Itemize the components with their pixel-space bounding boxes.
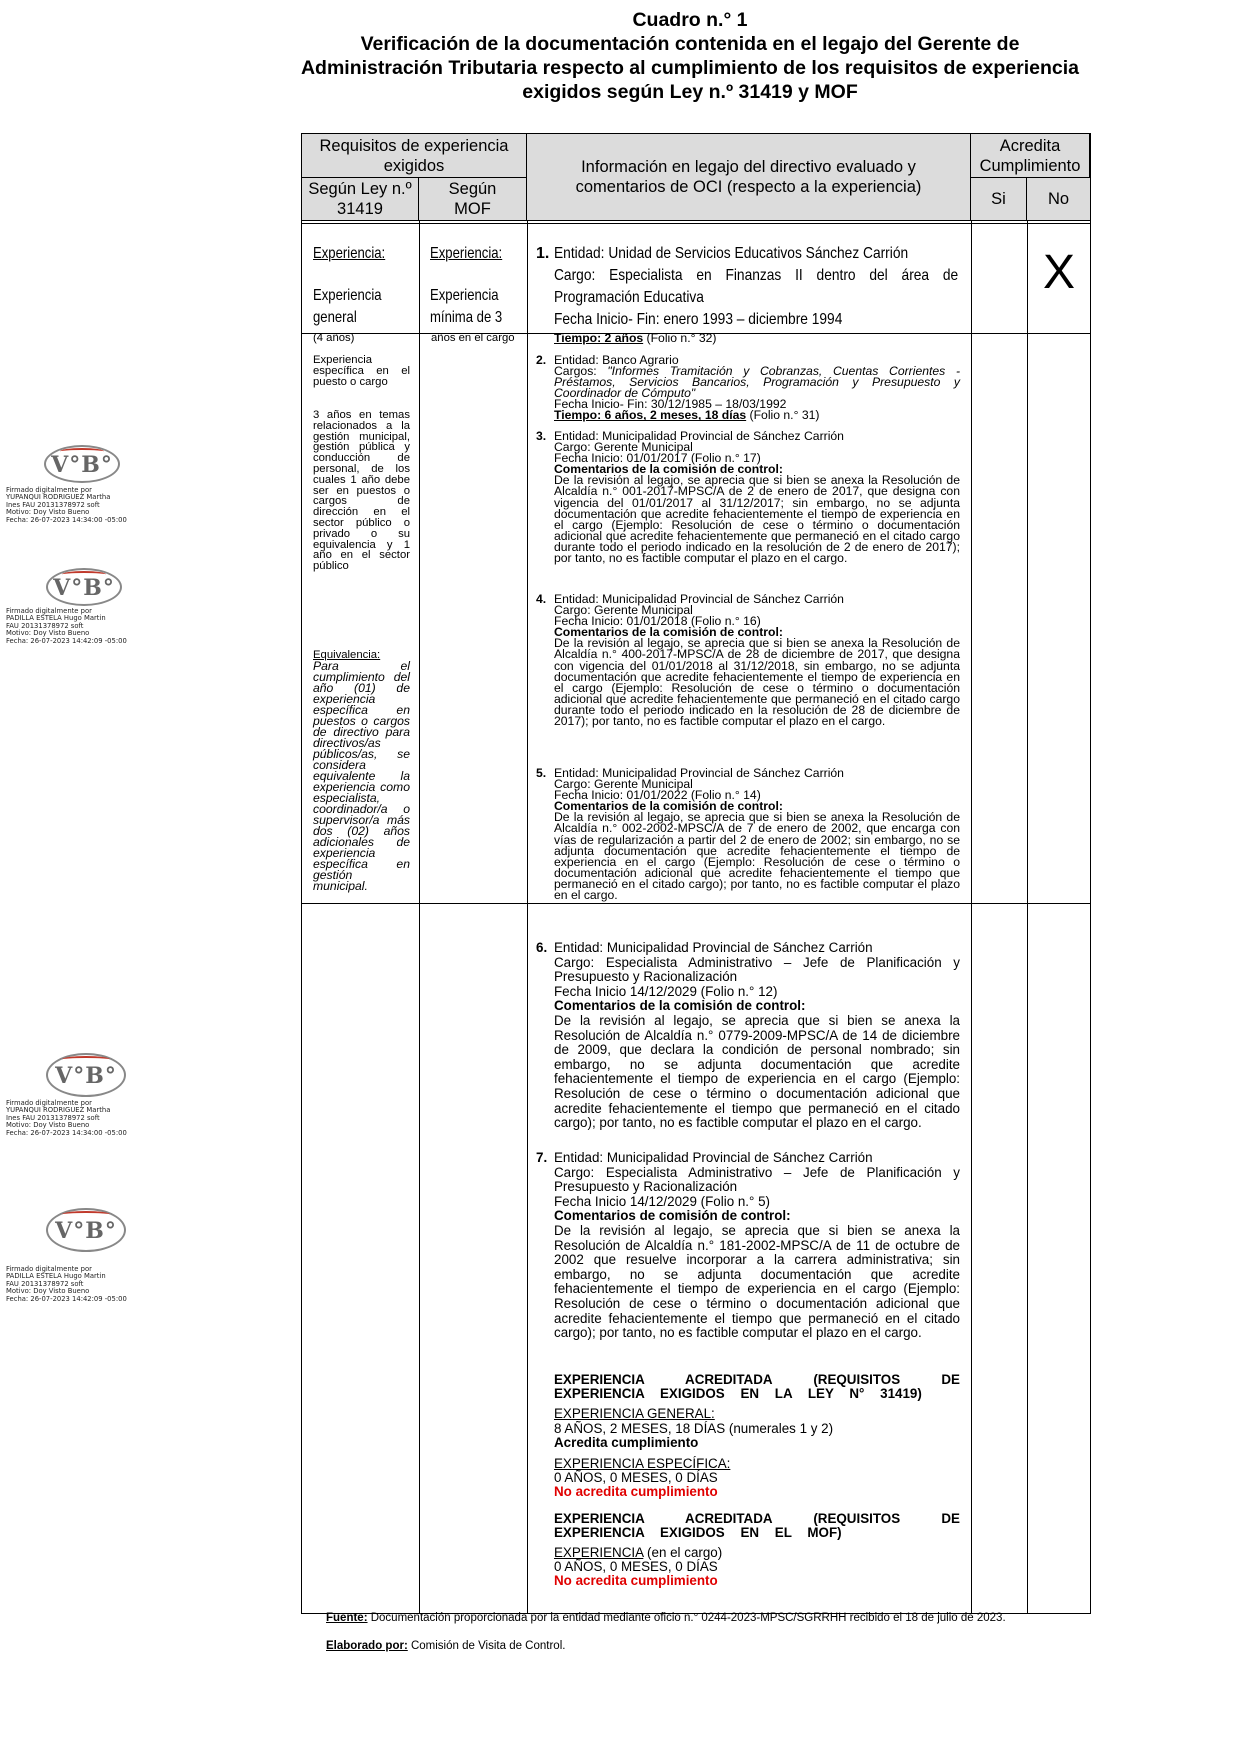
header-ley: Según Ley n.º 31419 bbox=[302, 178, 419, 221]
title-line-3: Administración Tributaria respecto al cumplimiento de los requisitos de experiencia bbox=[300, 57, 1080, 79]
list-item: 6. Entidad: Municipalidad Provincial de Sánchez Carrión Cargo: Especialista Administrativo – Jefe de Planificación y Presupuesto y Racionalización Fecha Inicio 14/12/2029 (Folio n.° 12) Comentarios de la comisión de control: De la revisión al legajo, se aprecia que si bien se anexa la Resolución de Alcaldía n.° 0779-2009-MPSC/A de 14 de diciembre de 2009, que declara la condición de personal nombrado; sin embargo, no se adjunta documentación que acredite fehacientemente el tiempo de experiencia en el cargo (Ejemplo: Resolución de cese o término o documentación adicional que acredite fehacientemente el tiempo que permaneció en el citado cargo); por tanto, no es factible computar el plazo en el cargo. bbox=[536, 940, 960, 1131]
signature-text: Firmado digitalmente por PADILLA ESTELA Hugo Martin FAU 20131378972 soft Motivo: Doy Visto Bueno Fecha: 26-07-2023 14:42:09 -05:00 bbox=[6, 1265, 127, 1303]
list-item: 5. Entidad: Municipalidad Provincial de Sánchez Carrión Cargo: Gerente Municipal Fecha Inicio: 01/01/2022 (Folio n.° 14) Comentarios de la comisión de control: De la revisión al legajo, se aprecia que si bien se anexa la Resolución de Alcaldía n.° 002-2002-MPSC/A de 7 de enero de 2002, que encarga con vías de regularización a partir del 2 de enero de 2002; sin embargo, no se adjunta documentación que acredite fehacientemente el tiempo de experiencia en el cargo (Ejemplo: Resolución de cese o término o documentación adicional que acredite fehacientemente el tiempo que permaneció en el citado cargo); por tanto, no es factible computar el plazo en el cargo. bbox=[536, 766, 960, 903]
summary-ley-title: EXPERIENCIA ACREDITADA (REQUISITOS DE EXPERIENCIA EXIGIDOS EN LA LEY N° 31419) bbox=[554, 1372, 960, 1402]
item-entidad: Entidad: Unidad de Servicios Educativos Sánchez Carrión bbox=[554, 245, 909, 262]
visto-bueno-seal-icon: V°B° bbox=[44, 445, 120, 483]
footer-fuente: Fuente: Documentación proporcionada por la entidad mediante oficio n.° 0244-2023-MPSC/SGRRHH recibido el 18 de julio de 2023. bbox=[326, 1612, 1006, 1624]
list-item: 7. Entidad: Municipalidad Provincial de Sánchez Carrión Cargo: Especialista Administrativo – Jefe de Planificación y Presupuesto y Racionalización Fecha Inicio 14/12/2029 (Folio n.° 5) Comentarios de comisión de control: De la revisión al legajo, se aprecia que si bien se anexa la Resolución de Alcaldía n.° 181-2002-MPSC/A de 11 de octubre de 2002 que resuelve incorporar a la carrera administrativa; sin embargo, no se adjunta documentación que acredite fehacientemente el tiempo de experiencia en el cargo (Ejemplo: Resolución de cese o término o documentación adicional que acredite fehacientemente el tiempo que permaneció en el citado cargo); por tanto, no es factible computar el plazo en el cargo. bbox=[536, 1150, 960, 1341]
row-separator bbox=[301, 903, 1091, 904]
header-informacion: Información en legajo del directivo evaluado y comentarios de OCI (respecto a la experiencia) bbox=[527, 134, 971, 221]
header-requisitos: Requisitos de experiencia exigidos bbox=[302, 134, 527, 178]
item-cargo: Cargo: Especialista en Finanzas II dentro del área de Programación Educativa bbox=[554, 267, 959, 306]
header-si: Si bbox=[971, 178, 1027, 221]
general-value: 8 AÑOS, 2 MESES, 18 DÍAS (numerales 1 y 2) bbox=[554, 1420, 834, 1436]
mof-result: No acredita cumplimiento bbox=[554, 1573, 718, 1589]
ley-equiv-label: Equivalencia: bbox=[313, 649, 381, 661]
list-item: 4. Entidad: Municipalidad Provincial de Sánchez Carrión Cargo: Gerente Municipal Fecha Inicio: 01/01/2018 (Folio n.° 16) Comentarios de la comisión de control: De la revisión al legajo, se aprecia que si bien se anexa la Resolución de Alcaldía n.° 400-2017-MPSC/A de 28 de diciembre de 2017, que designa con vigencia del 01/01/2018 al 31/12/2018, sin embargo, no se adjunta documentación que acredite fehacientemente el tiempo de experiencia en el cargo (Ejemplo: Resolución de cese o término o documentación adicional que acredite fehacientemente que permaneció en el citado cargo durante todo el periodo indicado en la resolución de 28 de diciembre de 2017); por tanto, no es factible computar el plazo en el cargo. bbox=[536, 592, 960, 729]
general-result: Acredita cumplimiento bbox=[554, 1434, 699, 1450]
header-no: No bbox=[1027, 178, 1090, 221]
mof-line2: años en el cargo bbox=[431, 332, 515, 344]
mof-line1: Experiencia mínima de 3 bbox=[430, 287, 503, 326]
summary-mof-title: EXPERIENCIA ACREDITADA (REQUISITOS DE EXPERIENCIA EXIGIDOS EN EL MOF) bbox=[554, 1510, 960, 1540]
visto-bueno-seal-icon: V°B° bbox=[46, 1053, 126, 1097]
column-separator bbox=[971, 221, 972, 1614]
visto-bueno-seal-icon: V°B° bbox=[46, 568, 122, 606]
mof-value: 0 AÑOS, 0 MESES, 0 DÍAS bbox=[554, 1559, 718, 1575]
list-item bbox=[536, 243, 960, 331]
summary bbox=[554, 1373, 960, 1589]
column-separator bbox=[1027, 221, 1028, 1614]
ley-equiv-text: Para el cumplimiento del año (01) de experiencia específica en puestos o cargos de directivo para directivos/as públicos/as, se considera equivalente la experiencia como especialista, coordinador/a o supervisor/a más dos (02) años adicionales de experiencia específica en gestión municipal. bbox=[313, 659, 410, 893]
footer-elaborado: Elaborado por: Comisión de Visita de Control. bbox=[326, 1640, 566, 1652]
ley-exp-label: Experiencia: bbox=[313, 245, 386, 262]
title-line-2: Verificación de la documentación contenida en el legajo del Gerente de bbox=[360, 33, 1020, 55]
signature-text: Firmado digitalmente por YUPANQUI RODRIGUEZ Martha Ines FAU 20131378972 soft Motivo: Doy Visto Bueno Fecha: 26-07-2023 14:34:00 -05:00 bbox=[6, 486, 127, 524]
mof-exp-label: Experiencia: bbox=[430, 245, 503, 262]
list-item: 2. Entidad: Banco Agrario Cargos: "Informes Tramitación y Cobranzas, Cuentas Corrientes - Préstamos, Servicios Bancarios, Programación y Presupuesto y Coordinador de Cómputo" Fecha Inicio- Fin: 30/12/1985 – 18/03/1992 Tiempo: 6 años, 2 meses, 18 días (Folio n.° 31) bbox=[536, 353, 961, 423]
ley-especifica: Experiencia específica en el puesto o cargo bbox=[313, 354, 410, 388]
column-separator bbox=[527, 221, 528, 1614]
ley-detail: 3 años en temas relacionados a la gestión municipal, gestión pública y conducción de personal, de los cuales 1 año debe ser en puestos o cargos de dirección en el sector público o privado o su equivalencia y 1 año en el sector público bbox=[313, 409, 410, 573]
item-fecha: Fecha Inicio- Fin: enero 1993 – diciembre 1994 bbox=[554, 311, 843, 328]
ley-general: Experiencia general bbox=[313, 287, 382, 326]
especifica-label: EXPERIENCIA ESPECÍFICA: bbox=[554, 1456, 731, 1472]
header-acredita: Acredita Cumplimiento bbox=[971, 134, 1090, 178]
especifica-value: 0 AÑOS, 0 MESES, 0 DÍAS bbox=[554, 1470, 718, 1486]
signature-text: Firmado digitalmente por YUPANQUI RODRIGUEZ Martha Ines FAU 20131378972 soft Motivo: Doy Visto Bueno Fecha: 26-07-2023 14:34:00 -05:00 bbox=[6, 1099, 127, 1137]
especifica-result: No acredita cumplimiento bbox=[554, 1484, 718, 1500]
header-mof: Según MOF bbox=[419, 178, 527, 221]
title-line-1: Cuadro n.° 1 bbox=[632, 9, 748, 31]
ley-years: (4 años) bbox=[313, 332, 355, 344]
no-cumple-mark: X bbox=[1043, 246, 1076, 299]
item-1-tiempo: Tiempo: 2 años (Folio n.° 32) bbox=[554, 331, 717, 345]
title-line-4: exigidos según Ley n.º 31419 y MOF bbox=[522, 81, 858, 103]
item-number: 1. bbox=[536, 245, 550, 262]
visto-bueno-seal-icon: V°B° bbox=[46, 1208, 126, 1252]
signature-text: Firmado digitalmente por PADILLA ESTELA Hugo Martin FAU 20131378972 soft Motivo: Doy Visto Bueno Fecha: 26-07-2023 14:42:09 -05:00 bbox=[6, 607, 127, 645]
general-label: EXPERIENCIA GENERAL: bbox=[554, 1406, 715, 1422]
column-separator bbox=[419, 221, 420, 1614]
mof-label: EXPERIENCIA (en el cargo) bbox=[554, 1545, 723, 1561]
list-item: 3. Entidad: Municipalidad Provincial de Sánchez Carrión Cargo: Gerente Municipal Fecha Inicio: 01/01/2017 (Folio n.° 17) Comentarios de la comisión de control: De la revisión al legajo, se aprecia que si bien se anexa la Resolución de Alcaldía n.° 001-2017-MPSC/A de 2 de enero de 2017, que designa con vigencia del 01/01/2017 al 31/12/2017; sin embargo, no se adjunta documentación que acredite fehacientemente el tiempo de experiencia en el cargo (Ejemplo: Resolución de cese o término o documentación adicional que acredite fehacientemente que permaneció en el citado cargo durante todo el periodo indicado en la resolución de 2 de enero de 2017); por tanto, no es factible computar el plazo en el cargo. bbox=[536, 429, 960, 566]
document-title bbox=[300, 8, 1080, 104]
